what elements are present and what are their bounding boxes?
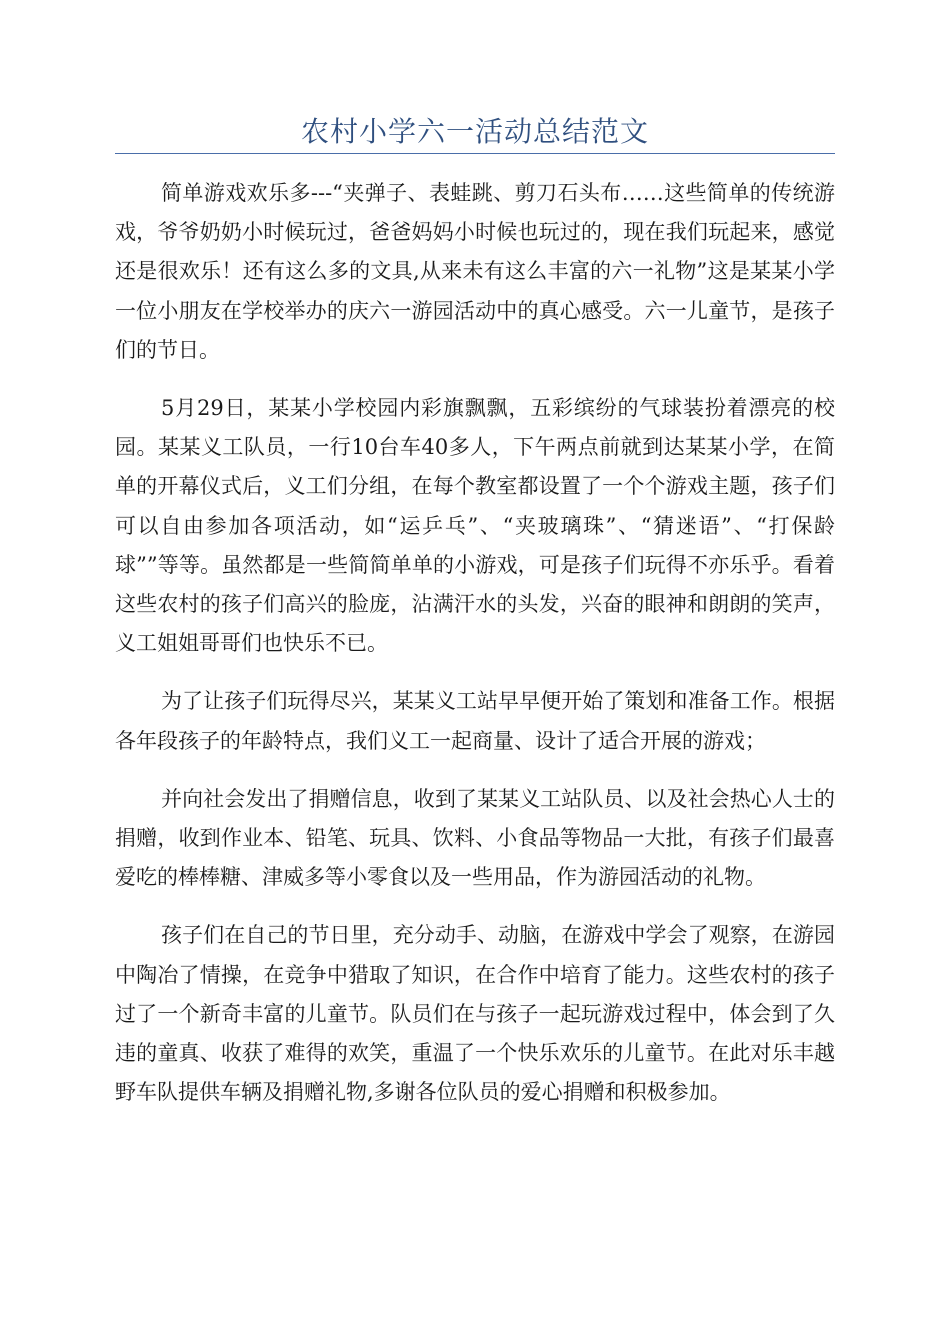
document-title: 农村小学六一活动总结范文	[300, 115, 649, 148]
paragraph-2: 5月29日，某某小学校园内彩旗飘飘，五彩缤纷的气球装扮着漂亮的校园。某某义工队员，一行10台车40多人，下午两点前就到达某某小学，在简单的开幕仪式后，义工们分组，在每个教室都设置了一个个游戏主题，孩子们可以自由参加各项活动，如“运乒乓”、“夹玻璃珠”、“猜迷语”、“打保龄球””等等。虽然都是一些简简单单的小游戏，可是孩子们玩得不亦乐乎。看着这些农村的孩子们高兴的脸庞，沾满汗水的头发，兴奋的眼神和朗朗的笑声，义工姐姐哥哥们也快乐不已。	[115, 396, 835, 656]
paragraph-5: 孩子们在自己的节日里，充分动手、动脑，在游戏中学会了观察，在游园中陶冶了情操，在竞争中猎取了知识，在合作中培育了能力。这些农村的孩子过了一个新奇丰富的儿童节。队员们在与孩子一起玩游戏过程中，体会到了久违的童真、收获了难得的欢笑，重温了一个快乐欢乐的儿童节。在此对乐丰越野车队提供车辆及捐赠礼物,多谢各位队员的爱心捐赠和积极参加。	[115, 923, 835, 1105]
title-underline	[115, 153, 835, 154]
paragraph-3: 为了让孩子们玩得尽兴，某某义工站早早便开始了策划和准备工作。根据各年段孩子的年龄特点，我们义工一起商量、设计了适合开展的游戏；	[115, 689, 835, 753]
paragraph-4: 并向社会发出了捐赠信息，收到了某某义工站队员、以及社会热心人士的捐赠，收到作业本、铅笔、玩具、饮料、小食品等物品一大批，有孩子们最喜爱吃的棒棒糖、津威多等小零食以及一些用品，作为游园活动的礼物。	[115, 786, 835, 890]
paragraph-1: 简单游戏欢乐多---“夹弹子、表蛙跳、剪刀石头布……这些简单的传统游戏，爷爷奶奶小时候玩过，爸爸妈妈小时候也玩过的，现在我们玩起来，感觉还是很欢乐！还有这么多的文具,从来未有这么丰富的六一礼物”这是某某小学一位小朋友在学校举办的庆六一游园活动中的真心感受。六一儿童节，是孩子们的节日。	[115, 181, 835, 362]
document-body	[115, 174, 835, 1131]
document-page	[115, 0, 835, 1344]
